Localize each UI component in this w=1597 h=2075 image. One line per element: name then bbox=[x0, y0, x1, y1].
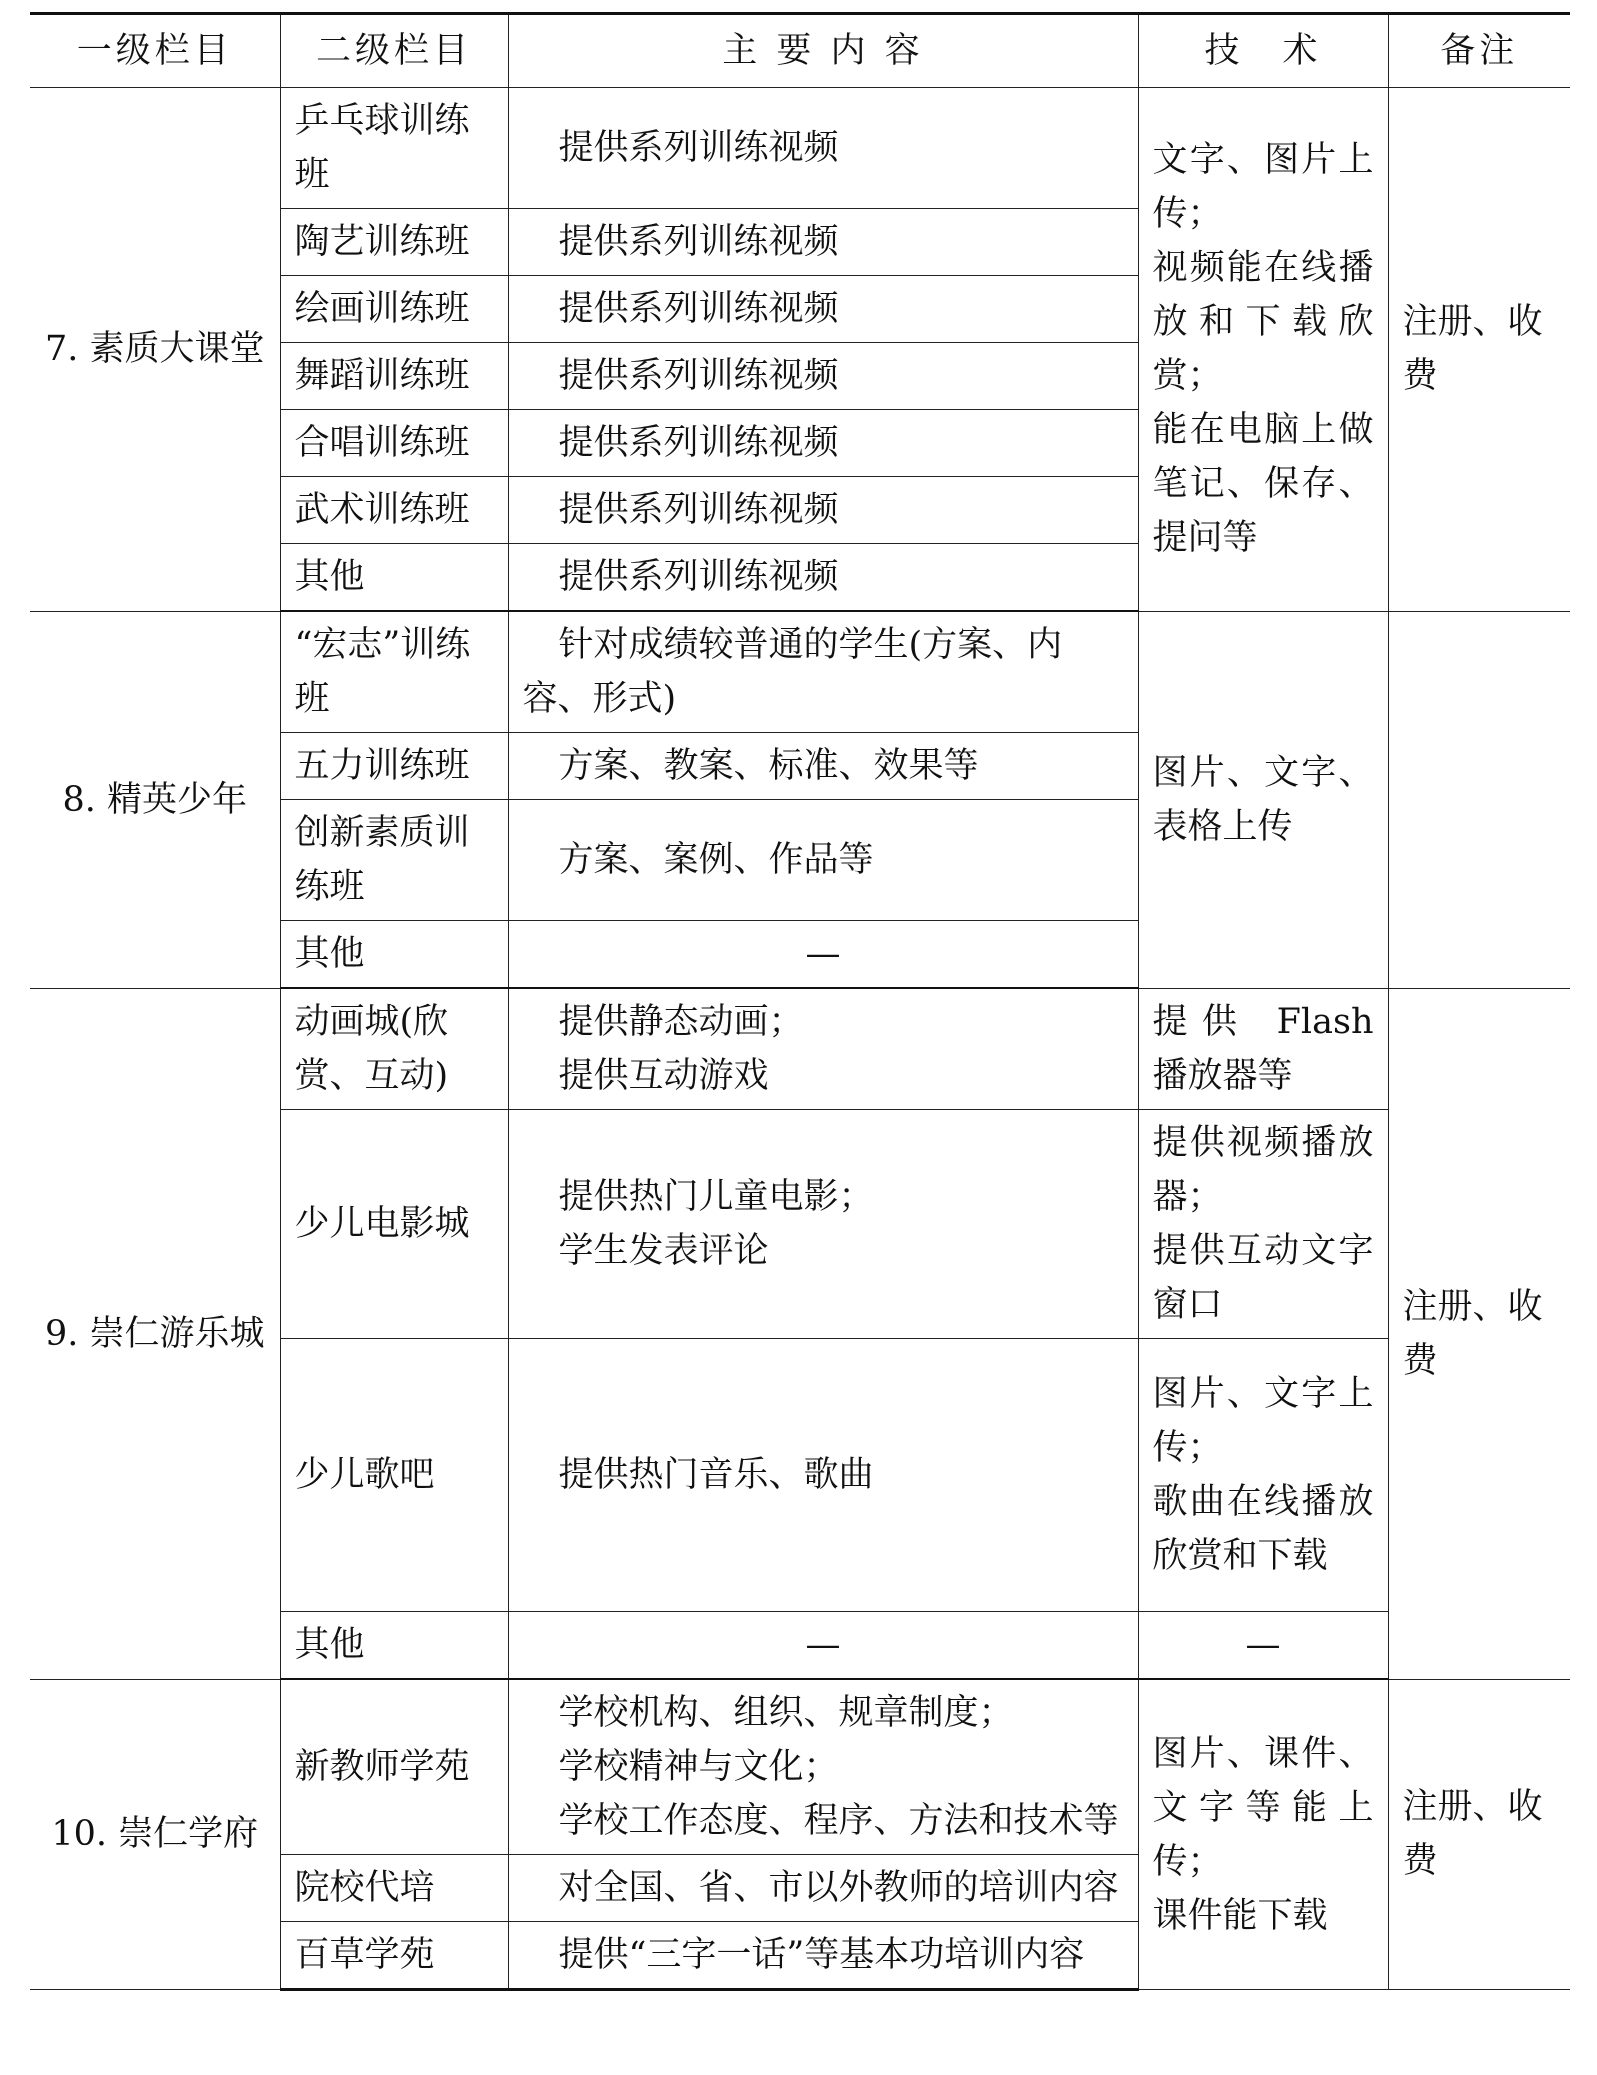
tech-cell bbox=[1138, 988, 1388, 1110]
subsection-name: 少儿电影城 bbox=[280, 1110, 508, 1339]
subsection-name: 舞蹈训练班 bbox=[280, 343, 508, 410]
page bbox=[30, 12, 1570, 1991]
content-cell: 提供系列训练视频 bbox=[508, 477, 1138, 544]
content-cell: 提供系列训练视频 bbox=[508, 410, 1138, 477]
tech-line: 歌曲在线播放欣赏和下载 bbox=[1152, 1482, 1374, 1576]
subsection-name: 其他 bbox=[280, 1612, 508, 1680]
subsection-name: 百草学苑 bbox=[280, 1922, 508, 1990]
tech-cell bbox=[1138, 1110, 1388, 1339]
tech-cell bbox=[1138, 1679, 1388, 1990]
content-line: — bbox=[805, 1625, 841, 1665]
tech-line: 提供互动文字窗口 bbox=[1152, 1231, 1374, 1325]
content-cell: 针对成绩较普通的学生(方案、内容、形式) bbox=[508, 611, 1138, 733]
content-line: 提供静态动画； bbox=[558, 1002, 804, 1042]
section-title: 8. 精英少年 bbox=[30, 611, 280, 988]
content-cell: — bbox=[508, 921, 1138, 989]
content-line: 提供热门儿童电影； bbox=[558, 1177, 874, 1217]
table-row bbox=[30, 611, 1570, 733]
header-col-tech: 技 术 bbox=[1138, 14, 1388, 88]
content-cell bbox=[508, 1339, 1138, 1612]
tech-line: 图片、课件、文字等能上传； bbox=[1152, 1733, 1374, 1882]
tech-line: 图片、文字上传； bbox=[1152, 1374, 1374, 1468]
subsection-name: 院校代培 bbox=[280, 1855, 508, 1922]
tech-line: 图片、文字、表格上传 bbox=[1152, 752, 1374, 847]
content-line: 学校工作态度、程序、方法和技术等 bbox=[558, 1801, 1119, 1841]
content-cell: 方案、教案、标准、效果等 bbox=[508, 733, 1138, 800]
content-cell bbox=[508, 988, 1138, 1110]
tech-line: 视频能在线播放和下载欣赏； bbox=[1152, 248, 1374, 397]
tech-line: 提供视频播放器； bbox=[1152, 1123, 1374, 1217]
header-col-content: 主 要 内 容 bbox=[508, 14, 1138, 88]
subsection-name: 少儿歌吧 bbox=[280, 1339, 508, 1612]
subsection-name: 其他 bbox=[280, 921, 508, 989]
section-title: 7. 素质大课堂 bbox=[30, 88, 280, 612]
section-title: 9. 崇仁游乐城 bbox=[30, 988, 280, 1679]
content-cell: 提供系列训练视频 bbox=[508, 209, 1138, 276]
subsection-name: “宏志”训练班 bbox=[280, 611, 508, 733]
content-cell bbox=[508, 1110, 1138, 1339]
content-cell: 提供系列训练视频 bbox=[508, 544, 1138, 612]
subsection-name: 其他 bbox=[280, 544, 508, 612]
content-cell bbox=[508, 1612, 1138, 1680]
content-cell bbox=[508, 1922, 1138, 1990]
content-line: 提供热门音乐、歌曲 bbox=[558, 1455, 874, 1495]
tech-line: 提供 Flash 播放器等 bbox=[1152, 1001, 1374, 1096]
subsection-name: 创新素质训练班 bbox=[280, 800, 508, 921]
content-cell: 提供系列训练视频 bbox=[508, 343, 1138, 410]
content-line: 提供“三字一话”等基本功培训内容 bbox=[558, 1935, 1085, 1975]
note-cell: 注册、收费 bbox=[1388, 988, 1570, 1679]
section-title: 10. 崇仁学府 bbox=[30, 1679, 280, 1990]
table-row bbox=[30, 1679, 1570, 1855]
tech-line: 课件能下载 bbox=[1152, 1895, 1328, 1936]
tech-cell bbox=[1138, 88, 1388, 612]
subsection-name: 动画城(欣赏、互动) bbox=[280, 988, 508, 1110]
tech-cell bbox=[1138, 1339, 1388, 1612]
note-cell: 注册、收费 bbox=[1388, 1679, 1570, 1990]
content-table bbox=[30, 12, 1570, 1991]
tech-line: 文字、图片上传； bbox=[1152, 140, 1374, 235]
content-cell bbox=[508, 1855, 1138, 1922]
content-line: 学生发表评论 bbox=[558, 1231, 769, 1271]
subsection-name: 五力训练班 bbox=[280, 733, 508, 800]
tech-line: 能在电脑上做笔记、保存、提问等 bbox=[1152, 410, 1374, 559]
tech-line: — bbox=[1245, 1625, 1281, 1665]
note-cell: 注册、收费 bbox=[1388, 88, 1570, 612]
subsection-name: 合唱训练班 bbox=[280, 410, 508, 477]
table-row bbox=[30, 988, 1570, 1110]
content-line: 学校机构、组织、规章制度； bbox=[558, 1693, 1014, 1733]
header-col-level2: 二级栏目 bbox=[280, 14, 508, 88]
subsection-name: 乒乓球训练班 bbox=[280, 88, 508, 209]
header-col-level1: 一级栏目 bbox=[30, 14, 280, 88]
subsection-name: 新教师学苑 bbox=[280, 1679, 508, 1855]
note-cell bbox=[1388, 611, 1570, 988]
subsection-name: 陶艺训练班 bbox=[280, 209, 508, 276]
subsection-name: 武术训练班 bbox=[280, 477, 508, 544]
header-col-note: 备注 bbox=[1388, 14, 1570, 88]
content-cell: 提供系列训练视频 bbox=[508, 276, 1138, 343]
tech-cell bbox=[1138, 1612, 1388, 1680]
table-header-row bbox=[30, 14, 1570, 88]
content-line: 提供互动游戏 bbox=[558, 1056, 769, 1096]
subsection-name: 绘画训练班 bbox=[280, 276, 508, 343]
tech-cell bbox=[1138, 611, 1388, 988]
content-cell: 提供系列训练视频 bbox=[508, 88, 1138, 209]
table-row bbox=[30, 88, 1570, 209]
content-line: 对全国、省、市以外教师的培训内容 bbox=[558, 1868, 1119, 1908]
content-cell bbox=[508, 1679, 1138, 1855]
content-cell: 方案、案例、作品等 bbox=[508, 800, 1138, 921]
content-line: 学校精神与文化； bbox=[558, 1747, 839, 1787]
